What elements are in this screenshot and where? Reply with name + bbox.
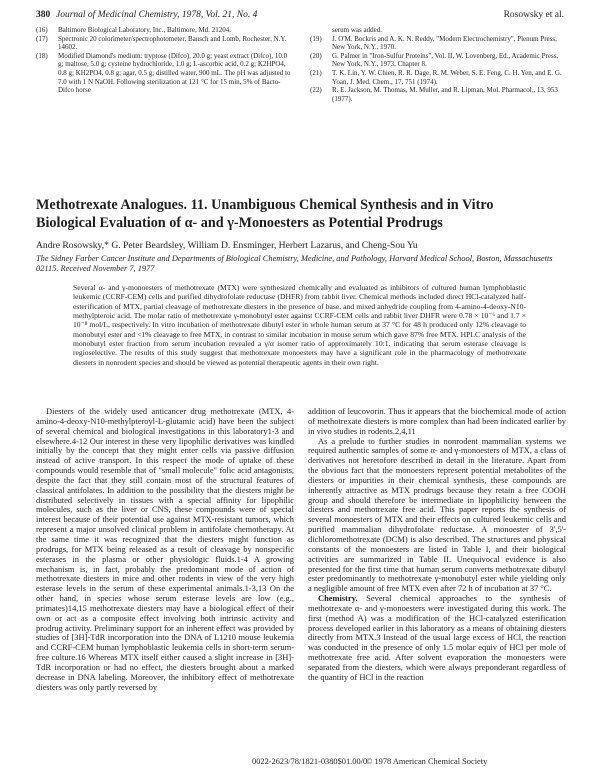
body-column-left [36,407,294,692]
reference-item: (16) Baltimore Biological Laboratory, Inc., Baltimore, Md. 21204. [36,26,231,34]
references-left-column [36,26,291,95]
body-paragraph: Diesters of the widely used anticancer drug methotrexate (MTX, 4-amino-4-deoxy-N10-methylpteroyl-L-glutamic acid) have been the subject of several chemical and biological investigations in this laboratory1-3 and elsewhere.4-12 Our interest in these very lipophilic derivatives was kindled initially by the concept that they might enter cells via passive diffusion instead of active transport. In this respect the mode of uptake of these compounds would resemble that of "small molecule" folic acid antagonists, despite the fact that they still contain most of the structural features of classical antifolates. In addition to the possibility that the diesters might be distributed selectively in tissues with a special affinity for lipophilic molecules, such as the liver or CNS, these compounds were of special interest because of their potential use against MTX-resistant tumors, which represent a major unsolved clinical problem in antifolate chemotherapy. At the same time it was recognized that the diesters might function as prodrugs, for MTX being released as a result of cleavage by nonspecific esterases in the plasma or other physiologic fluids.1-4 A growing mechanism is, in fact, probably the predominant mode of action of methotrexate diesters in mice and other rodents in view of the very high esterase levels in the serum of these experimental animals.1-3,13 On the other hand, in species whose serum esterase levels are low (e.g., primates)14,15 methotrexate diesters may have a biological effect of their own or act as a composite effect involving both intrinsic activity and prodrug activity. Preliminary support for an inherent effect was provided by studies of [3H]-TdR incorporation into the DNA of L1210 mouse leukemia and CCRF-CEM human lymphoblastic leukemia cells in short-term serum-free culture.16 Whereas MTX itself either caused a slight increase in [3H]-TdR incorporation or had no effect, the diesters brought about a marked decrease in DNA labeling. Moreover, the inhibitory effect of methotrexate diesters was only partly reversed by [36,406,294,692]
body-column-right [308,407,566,683]
references-right-column [310,26,565,103]
body-paragraph: addition of leucovorin. Thus it appears that the biochemical mode of action of methotrexate diesters is more complex than had been indicated earlier by in vivo studies in rodents.2,4,11 [308,406,566,436]
reference-item: serum was added. [332,26,382,34]
copyright-notice: © 1978 American Chemical Society [366,757,488,766]
article-title: Methotrexate Analogues. 11. Unambiguous Chemical Synthesis and in Vitro Biological Evaluation of α- and γ-Monoesters as Potential Prodrugs [36,197,494,231]
article-code: 0022-2623/78/1821-0380$01.00/0 [252,757,368,766]
article-abstract: Several α- and γ-monoesters of methotrexate (MTX) were synthesized chemically and evaluated as inhibitors of cultured human lymphoblastic leukemic (CCRF-CEM) cells and purified dihydrofolate reductase (DHFR) from rabbit liver. Chemical methods included direct HCl-catalyzed half-esterification of MTX, partial cleavage of methotrexate diesters in the presence of base, and mixed anhydride coupling from 4-amino-4-deoxy-N10-methylpteroic acid. The molar ratio of methotrexate γ-monobutyl ester against CCRF-CEM cells and rabbit liver DHFR were 0.78 × 10⁻⁶ and 1.7 × 10⁻⁸ mol/L, respectively. In vitro incubation of methotrexate dibutyl ester in whole human serum at 37 °C for 48 h produced only 12% cleavage to monobutyl ester and <1% cleavage to free MTX, in contrast to similar incubation in mouse serum which gave 87% free MTX. HPLC analysis of the monobutyl ester fraction from serum incubation revealed a γ/α isomer ratio of approximately 10:1, indicating that serum esterase cleavage is regioselective. The results of this study suggest that methotrexate monoesters may have a significant role in the pharmacology of methotrexate diesters in nonrodent species and should be viewed as potential therapeutic agents in their own right. [73,283,526,367]
section-heading-chemistry: Chemistry. [318,593,358,604]
reference-item: (22) R. E. Jackson, M. Thomas, M. Muller, and R. Lipman, Mol. Pharmacol., 13, 953 (1977). [310,86,558,103]
reference-item: (20) G. Palmer in "Iron-Sulfur Proteins", Vol. II, W. Lovenberg, Ed., Academic Press, New York, N.Y., 1973, Chapter 8. [310,51,559,69]
reference-item: (18) Modified Diamond's medium: tryptose (Difco), 20.0 g; yeast extract (Difco), 10.0 g; maltose, 5.0 g; cysteine hydrochloride, 1.0 g; L-ascorbic acid, 0.2 g; K2HPO4, 0.8 g; KH2PO4, 0.8 g; agar, 0.5 g; distilled water, 900 mL. The pH was adjusted to 7.0 with 1 N NaOH. Following sterilization at 121 °C for 15 min, 5% of Bacto-Difco horse [36,51,291,95]
page-number: 380 [36,10,51,20]
running-author: Rosowsky et al. [503,10,564,20]
body-paragraph: Chemistry. Several chemical approaches to the synthesis of methotrexate α- and γ-monoesters were investigated during this work. The first (method A) was a modification of the HCl-catalyzed esterification process developed earlier in this laboratory as a means of obtaining diesters directly from MTX.3 Instead of the usual large excess of HCl, the reaction was conducted in the presence of only 1.5 molar equiv of HCl per mole of methotrexate free acid. After solvent evaporation the monoesters were separated from the diesters, which were always preponderant regardless of the quantity of HCl in the reaction [308,593,567,682]
reference-item: (21) T. K. Lin, Y. W. Chien, R. R. Dage, R. M. Weber, S. E. Feng, C. H. Yen, and E. G. Yoan, J. Med. Chem., 17, 751 (1974). [310,68,562,86]
journal-citation: Journal of Medicinal Chemistry, 1978, Vol. 21, No. 4 [56,10,258,20]
page-footer [36,757,564,769]
article-authors: Andre Rosowsky,* G. Peter Beardsley, William D. Ensminger, Herbert Lazarus, and Cheng-Sou Yu [36,240,418,251]
page-header [36,10,564,24]
article-affiliation: The Sidney Farber Cancer Institute and Departments of Biological Chemistry, Medicine, and Pathology, Harvard Medical School, Boston, Massachusetts 02115. Received November 7, 1977 [36,254,553,273]
reference-item: (17) Spectronic 20 colorimeter/spectrophotometer, Bausch and Lomb, Rochester, N.Y. 14602. [36,34,287,52]
reference-item: (19) J. O'M. Bockris and A. K. N. Reddy, "Modern Electrochemistry", Plenum Press, New York, N.Y., 1970. [310,34,557,52]
body-paragraph: As a prelude to further studies in nonrodent mammalian systems we required authentic samples of some α- and γ-monoesters of MTX, a class of derivatives not heretofore described in detail in the literature. Apart from the obvious fact that the monoesters represent potential metabolites of the diesters or impurities in their chemical synthesis, these compounds are inherently attractive as MTX prodrugs because they retain a free COOH group and should therefore be intermediate in lipophilicity between the diesters and methotrexate free acid. This paper reports the synthesis of several monoesters of MTX and their effects on cultured leukemic cells and purified mammalian dihydrofolate reductase. A monoester of 3',5'-dichloromethotrexate (DCM) is also described. The structures and physical constants of the monoesters are listed in Table I, and their biological activities are summarized in Table II. Unequivocal evidence is also presented for the first time that human serum converts methotrexate dibutyl ester predominantly to methotrexate γ-monobutyl ester while yielding only a negligible amount of free MTX even after 72 h of incubation at 37 °C. [308,435,566,594]
